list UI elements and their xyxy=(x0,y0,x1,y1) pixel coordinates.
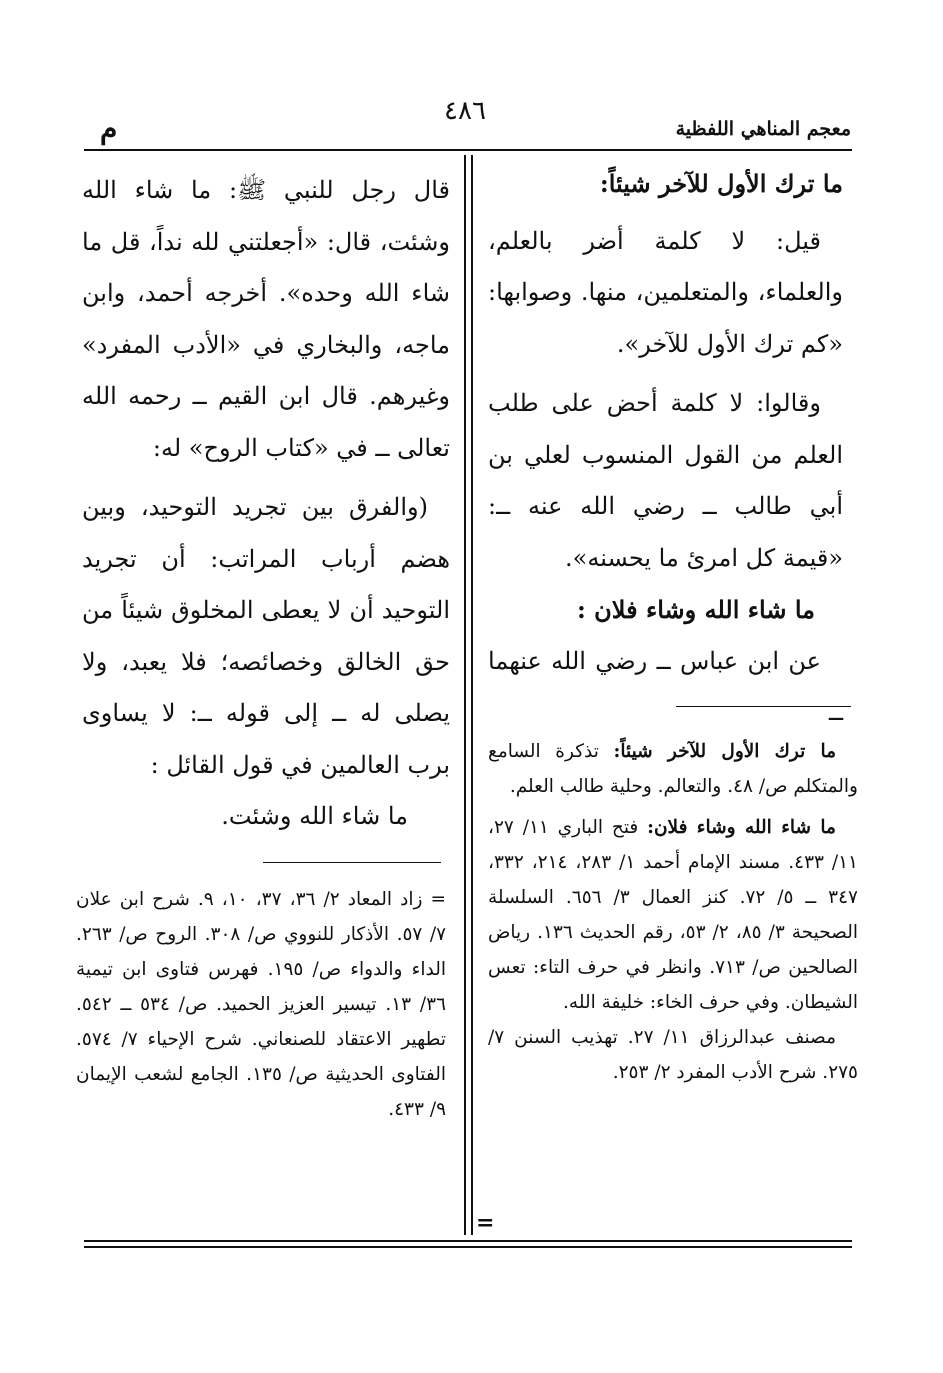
footnotes-left xyxy=(76,882,446,1127)
column-divider-line xyxy=(471,155,473,1235)
page-number: ٤٨٦ xyxy=(444,96,486,126)
footnote-separator xyxy=(263,862,441,863)
footnote: = زاد المعاد ٢/ ٣٦، ٣٧، ١٠، ٩. شرح ابن علان ٧/ ٥٧. الأذكار للنووي ص/ ٣٠٨. الروح ص/ ٢٦٣. الداء والدواء ص/ ١٩٥. فهرس فتاوى ابن تيمية ٣٦/ ١٣. تيسير العزيز الحميد. ص/ ٥٣٤ ــ ٥٤٢. تطهير الاعتقاد للصنعاني. شرح الإحياء ٧/ ٥٧٤. الفتاوى الحديثية ص/ ١٣٥. الجامع لشعب الإيمان ٩/ ٤٣٣. xyxy=(76,889,447,1120)
header-rule xyxy=(84,149,852,151)
footnotes-right xyxy=(488,734,858,1090)
section-letter: م xyxy=(100,112,118,145)
right-column xyxy=(488,158,843,739)
left-column xyxy=(82,165,450,843)
book-title: معجم المناهي اللفظية xyxy=(675,118,851,140)
paragraph: عن ابن عباس ــ رضي الله عنهما ــ xyxy=(488,646,843,726)
footnote-title: ما شاء الله وشاء فلان: xyxy=(647,817,836,838)
quote-ending: ما شاء الله وشئت. xyxy=(221,802,408,830)
paragraph: قال رجل للنبي ﷺ: ما شاء الله وشئت، قال: «أجعلتني لله نداً، قل ما شاء الله وحده». أخرجه أحمد، وابن ماجه، والبخاري في «الأدب المفرد» وغيرهم. قال ابن القيم ــ رحمه الله تعالى ــ في «كتاب الروح» له: xyxy=(82,176,450,462)
footnote xyxy=(488,810,858,1020)
footnote-text: فتح الباري ١١/ ٢٧، ١١/ ٤٣٣. مسند الإمام أحمد ١/ ٢٨٣، ٢١٤، ٣٣٢، ٣٤٧ ــ ٥/ ٧٢. كنز العمال ٣/ ٦٥٦. السلسلة الصحيحة ٣/ ٨٥، ٢/ ٥٣، رقم الحديث ١٣٦. رياض الصالحين ص/ ٧١٣. وانظر في حرف التاء: تعس الشيطان. وفي حرف الخاء: خليفة الله. xyxy=(488,817,859,1013)
footnote-title: ما ترك الأول للآخر شيئاً: xyxy=(613,741,836,762)
footer-rule xyxy=(84,1246,852,1248)
entry-heading: ما ترك الأول للآخر شيئاً: xyxy=(599,169,843,198)
footnote-text: تذكرة السامع والمتكلم ص/ ٤٨. والتعالم. وحلية طالب العلم. xyxy=(488,741,858,797)
paragraph: قيل: لا كلمة أضر بالعلم، والعلماء، والمتعلمين، منها. وصوابها: «كم ترك الأول للآخر». xyxy=(488,226,843,358)
footnote xyxy=(488,734,858,804)
quote-paragraph: (والفرق بين تجريد التوحيد، وبين هضم أرباب المراتب: أن تجريد التوحيد أن لا يعطى المخلوق شيئاً من حق الخالق وخصائصه؛ فلا يعبد، ولا يصلى له ــ إلى قوله ــ: لا يساوى برب العالمين في قول القائل : xyxy=(82,493,450,779)
column-divider-line xyxy=(464,155,466,1235)
paragraph: وقالوا: لا كلمة أحض على طلب العلم من القول المنسوب لعلي بن أبي طالب ــ رضي الله عنه ــ: «قيمة كل امرئ ما يحسنه». xyxy=(488,389,843,572)
continuation-mark: = xyxy=(476,1210,495,1236)
footnote: مصنف عبدالرزاق ١١/ ٢٧. تهذيب السنن ٧/ ٢٧٥. شرح الأدب المفرد ٢/ ٢٥٣. xyxy=(488,1027,858,1083)
footer-rule xyxy=(84,1240,852,1242)
entry-heading: ما شاء الله وشاء فلان : xyxy=(576,595,815,624)
